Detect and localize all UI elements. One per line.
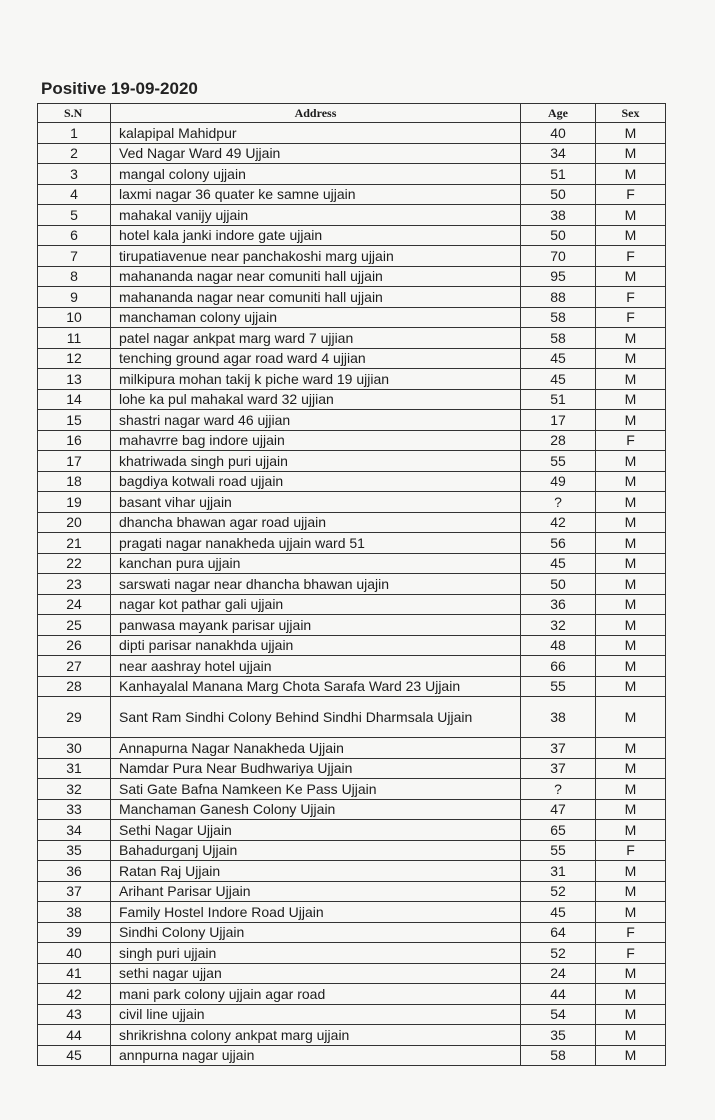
header-address: Address xyxy=(111,104,521,123)
cell-address: tirupatiavenue near panchakoshi marg ujjain xyxy=(111,246,521,267)
cell-sn: 39 xyxy=(38,922,111,943)
header-sex: Sex xyxy=(596,104,666,123)
cell-age: 34 xyxy=(521,143,596,164)
cell-sn: 32 xyxy=(38,779,111,800)
cell-sex: F xyxy=(596,922,666,943)
cell-address: annpurna nagar ujjain xyxy=(111,1045,521,1066)
cell-age: 47 xyxy=(521,799,596,820)
cell-age: 58 xyxy=(521,307,596,328)
cell-sn: 7 xyxy=(38,246,111,267)
header-age: Age xyxy=(521,104,596,123)
cell-sn: 17 xyxy=(38,451,111,472)
cell-sex: F xyxy=(596,430,666,451)
cell-address: shastri nagar ward 46 ujjian xyxy=(111,410,521,431)
cell-sn: 30 xyxy=(38,738,111,759)
cell-sn: 18 xyxy=(38,471,111,492)
table-header-row xyxy=(38,104,666,123)
cell-age: 38 xyxy=(521,697,596,738)
cell-sn: 35 xyxy=(38,840,111,861)
cell-age: 17 xyxy=(521,410,596,431)
table-row xyxy=(38,533,666,554)
cell-address: dhancha bhawan agar road ujjain xyxy=(111,512,521,533)
cell-age: 49 xyxy=(521,471,596,492)
cell-sex: M xyxy=(596,266,666,287)
cell-age: 48 xyxy=(521,635,596,656)
cell-age: 70 xyxy=(521,246,596,267)
table-row xyxy=(38,615,666,636)
cell-sn: 34 xyxy=(38,820,111,841)
cell-sn: 26 xyxy=(38,635,111,656)
table-row xyxy=(38,574,666,595)
cell-address: panwasa mayank parisar ujjain xyxy=(111,615,521,636)
cell-sex: M xyxy=(596,615,666,636)
cell-age: 55 xyxy=(521,840,596,861)
cell-sn: 29 xyxy=(38,697,111,738)
cell-sn: 37 xyxy=(38,881,111,902)
cell-age: 32 xyxy=(521,615,596,636)
cell-age: 88 xyxy=(521,287,596,308)
table-row xyxy=(38,328,666,349)
cell-address: mahakal vanijy ujjain xyxy=(111,205,521,226)
cell-address: dipti parisar nanakhda ujjain xyxy=(111,635,521,656)
cell-sn: 13 xyxy=(38,369,111,390)
cell-age: 50 xyxy=(521,225,596,246)
cell-age: 65 xyxy=(521,820,596,841)
cell-address: sethi nagar ujjan xyxy=(111,963,521,984)
cell-sex: M xyxy=(596,758,666,779)
page-title: Positive 19-09-2020 xyxy=(41,79,198,98)
cell-address: bagdiya kotwali road ujjain xyxy=(111,471,521,492)
cell-address: patel nagar ankpat marg ward 7 ujjian xyxy=(111,328,521,349)
cell-sex: M xyxy=(596,779,666,800)
cell-sex: F xyxy=(596,307,666,328)
cell-sex: M xyxy=(596,328,666,349)
table-row xyxy=(38,738,666,759)
cell-sex: F xyxy=(596,943,666,964)
cell-sex: M xyxy=(596,143,666,164)
cell-sex: M xyxy=(596,533,666,554)
cell-sn: 43 xyxy=(38,1004,111,1025)
cell-sn: 6 xyxy=(38,225,111,246)
cell-age: 52 xyxy=(521,881,596,902)
cell-address: hotel kala janki indore gate ujjain xyxy=(111,225,521,246)
cell-address: Ratan Raj Ujjain xyxy=(111,861,521,882)
cell-sex: M xyxy=(596,738,666,759)
cell-address: Sant Ram Sindhi Colony Behind Sindhi Dharmsala Ujjain xyxy=(111,697,521,738)
table-row xyxy=(38,430,666,451)
cell-address: Arihant Parisar Ujjain xyxy=(111,881,521,902)
table-row xyxy=(38,758,666,779)
cell-sn: 16 xyxy=(38,430,111,451)
cell-address: civil line ujjain xyxy=(111,1004,521,1025)
cell-address: nagar kot pathar gali ujjain xyxy=(111,594,521,615)
table-row xyxy=(38,410,666,431)
cell-sex: M xyxy=(596,861,666,882)
cell-sn: 40 xyxy=(38,943,111,964)
cell-sex: M xyxy=(596,676,666,697)
cell-age: 58 xyxy=(521,328,596,349)
cell-age: ? xyxy=(521,779,596,800)
cell-address: Bahadurganj Ujjain xyxy=(111,840,521,861)
cell-sn: 15 xyxy=(38,410,111,431)
cell-sn: 4 xyxy=(38,184,111,205)
table-row xyxy=(38,676,666,697)
cell-address: khatriwada singh puri ujjain xyxy=(111,451,521,472)
cell-sn: 5 xyxy=(38,205,111,226)
table-row xyxy=(38,143,666,164)
cell-address: kanchan pura ujjain xyxy=(111,553,521,574)
cell-address: shrikrishna colony ankpat marg ujjain xyxy=(111,1025,521,1046)
cell-sn: 9 xyxy=(38,287,111,308)
cell-sn: 3 xyxy=(38,164,111,185)
cell-sn: 24 xyxy=(38,594,111,615)
table-row xyxy=(38,307,666,328)
cell-address: Annapurna Nagar Nanakheda Ujjain xyxy=(111,738,521,759)
cell-age: 40 xyxy=(521,123,596,144)
cases-table xyxy=(37,103,666,1066)
table-row xyxy=(38,635,666,656)
cell-sn: 28 xyxy=(38,676,111,697)
table-row xyxy=(38,369,666,390)
cell-sn: 21 xyxy=(38,533,111,554)
cell-age: 45 xyxy=(521,553,596,574)
cell-sn: 22 xyxy=(38,553,111,574)
table-row xyxy=(38,184,666,205)
cell-sex: M xyxy=(596,963,666,984)
cell-age: 56 xyxy=(521,533,596,554)
cell-age: 64 xyxy=(521,922,596,943)
cell-address: manchaman colony ujjain xyxy=(111,307,521,328)
table-row xyxy=(38,799,666,820)
table-row xyxy=(38,492,666,513)
cell-sex: F xyxy=(596,287,666,308)
table-row xyxy=(38,902,666,923)
cell-sn: 8 xyxy=(38,266,111,287)
cell-sex: M xyxy=(596,594,666,615)
cell-sex: M xyxy=(596,123,666,144)
cell-sex: F xyxy=(596,840,666,861)
table-row xyxy=(38,451,666,472)
cell-sn: 11 xyxy=(38,328,111,349)
cell-sex: M xyxy=(596,225,666,246)
table-row xyxy=(38,1004,666,1025)
cell-address: mahananda nagar near comuniti hall ujjain xyxy=(111,287,521,308)
cell-address: Namdar Pura Near Budhwariya Ujjain xyxy=(111,758,521,779)
cell-age: 24 xyxy=(521,963,596,984)
cell-sex: M xyxy=(596,164,666,185)
cell-sn: 20 xyxy=(38,512,111,533)
cell-sex: M xyxy=(596,820,666,841)
cell-age: 45 xyxy=(521,369,596,390)
cell-address: Sethi Nagar Ujjain xyxy=(111,820,521,841)
cell-address: Manchaman Ganesh Colony Ujjain xyxy=(111,799,521,820)
cell-age: 28 xyxy=(521,430,596,451)
cell-address: Sindhi Colony Ujjain xyxy=(111,922,521,943)
cell-address: kalapipal Mahidpur xyxy=(111,123,521,144)
cell-address: Family Hostel Indore Road Ujjain xyxy=(111,902,521,923)
cell-address: singh puri ujjain xyxy=(111,943,521,964)
cell-age: 54 xyxy=(521,1004,596,1025)
table-row xyxy=(38,164,666,185)
cell-sn: 44 xyxy=(38,1025,111,1046)
cell-sn: 23 xyxy=(38,574,111,595)
cell-age: 50 xyxy=(521,574,596,595)
table-row xyxy=(38,943,666,964)
cell-age: 31 xyxy=(521,861,596,882)
cell-age: 45 xyxy=(521,348,596,369)
cell-sex: M xyxy=(596,1025,666,1046)
table-row xyxy=(38,512,666,533)
cell-address: mangal colony ujjain xyxy=(111,164,521,185)
cell-age: 45 xyxy=(521,902,596,923)
table-row xyxy=(38,553,666,574)
cell-address: Ved Nagar Ward 49 Ujjain xyxy=(111,143,521,164)
cell-sex: F xyxy=(596,246,666,267)
cell-sex: F xyxy=(596,184,666,205)
table-row xyxy=(38,225,666,246)
table-row xyxy=(38,205,666,226)
cell-age: 36 xyxy=(521,594,596,615)
cell-address: Kanhayalal Manana Marg Chota Sarafa Ward 23 Ujjain xyxy=(111,676,521,697)
header-sn: S.N xyxy=(38,104,111,123)
cell-age: 95 xyxy=(521,266,596,287)
table-row xyxy=(38,348,666,369)
table-row xyxy=(38,471,666,492)
positive-cases-sheet xyxy=(37,103,665,1066)
cell-address: near aashray hotel ujjain xyxy=(111,656,521,677)
cell-sn: 36 xyxy=(38,861,111,882)
cell-sex: M xyxy=(596,369,666,390)
table-row xyxy=(38,287,666,308)
cell-address: laxmi nagar 36 quater ke samne ujjain xyxy=(111,184,521,205)
cell-sex: M xyxy=(596,205,666,226)
table-row xyxy=(38,779,666,800)
table-row xyxy=(38,656,666,677)
cell-age: 44 xyxy=(521,984,596,1005)
cell-address: milkipura mohan takij k piche ward 19 ujjian xyxy=(111,369,521,390)
cell-sn: 31 xyxy=(38,758,111,779)
cell-age: 66 xyxy=(521,656,596,677)
cell-sn: 27 xyxy=(38,656,111,677)
table-row xyxy=(38,594,666,615)
cell-sn: 33 xyxy=(38,799,111,820)
cell-age: 38 xyxy=(521,205,596,226)
cell-sex: M xyxy=(596,635,666,656)
cell-address: mani park colony ujjain agar road xyxy=(111,984,521,1005)
cell-sex: M xyxy=(596,451,666,472)
cell-sex: M xyxy=(596,410,666,431)
cell-address: mahavrre bag indore ujjain xyxy=(111,430,521,451)
cell-sex: M xyxy=(596,512,666,533)
cell-sex: M xyxy=(596,881,666,902)
cell-sex: M xyxy=(596,348,666,369)
cell-sex: M xyxy=(596,984,666,1005)
cell-sex: M xyxy=(596,1045,666,1066)
cell-sex: M xyxy=(596,553,666,574)
cell-sn: 25 xyxy=(38,615,111,636)
cell-address: sarswati nagar near dhancha bhawan ujajin xyxy=(111,574,521,595)
table-row xyxy=(38,1045,666,1066)
cell-age: 51 xyxy=(521,164,596,185)
cell-age: 37 xyxy=(521,738,596,759)
cell-sex: M xyxy=(596,471,666,492)
cell-sn: 42 xyxy=(38,984,111,1005)
table-row xyxy=(38,1025,666,1046)
table-row xyxy=(38,922,666,943)
cell-sn: 10 xyxy=(38,307,111,328)
cell-sn: 14 xyxy=(38,389,111,410)
cell-age: ? xyxy=(521,492,596,513)
cell-sex: M xyxy=(596,1004,666,1025)
cell-address: lohe ka pul mahakal ward 32 ujjian xyxy=(111,389,521,410)
table-row xyxy=(38,840,666,861)
cell-sn: 38 xyxy=(38,902,111,923)
cell-sn: 45 xyxy=(38,1045,111,1066)
cell-age: 51 xyxy=(521,389,596,410)
cell-address: Sati Gate Bafna Namkeen Ke Pass Ujjain xyxy=(111,779,521,800)
cell-sex: M xyxy=(596,902,666,923)
cell-sex: M xyxy=(596,492,666,513)
cell-sex: M xyxy=(596,389,666,410)
cell-age: 58 xyxy=(521,1045,596,1066)
cell-sex: M xyxy=(596,697,666,738)
cell-address: basant vihar ujjain xyxy=(111,492,521,513)
table-row xyxy=(38,389,666,410)
table-row xyxy=(38,246,666,267)
table-row xyxy=(38,861,666,882)
table-row xyxy=(38,984,666,1005)
table-row xyxy=(38,881,666,902)
cell-address: mahananda nagar near comuniti hall ujjain xyxy=(111,266,521,287)
cell-address: tenching ground agar road ward 4 ujjian xyxy=(111,348,521,369)
table-row xyxy=(38,820,666,841)
cell-age: 55 xyxy=(521,451,596,472)
cell-sn: 19 xyxy=(38,492,111,513)
cell-sex: M xyxy=(596,799,666,820)
cell-sn: 41 xyxy=(38,963,111,984)
cell-sn: 1 xyxy=(38,123,111,144)
cell-sex: M xyxy=(596,574,666,595)
cell-sex: M xyxy=(596,656,666,677)
cell-age: 50 xyxy=(521,184,596,205)
table-row xyxy=(38,963,666,984)
cell-age: 37 xyxy=(521,758,596,779)
table-body xyxy=(38,123,666,1066)
table-row xyxy=(38,123,666,144)
cell-sn: 12 xyxy=(38,348,111,369)
cell-age: 55 xyxy=(521,676,596,697)
cell-address: pragati nagar nanakheda ujjain ward 51 xyxy=(111,533,521,554)
cell-age: 35 xyxy=(521,1025,596,1046)
table-row xyxy=(38,697,666,738)
cell-sn: 2 xyxy=(38,143,111,164)
cell-age: 52 xyxy=(521,943,596,964)
table-row xyxy=(38,266,666,287)
cell-age: 42 xyxy=(521,512,596,533)
